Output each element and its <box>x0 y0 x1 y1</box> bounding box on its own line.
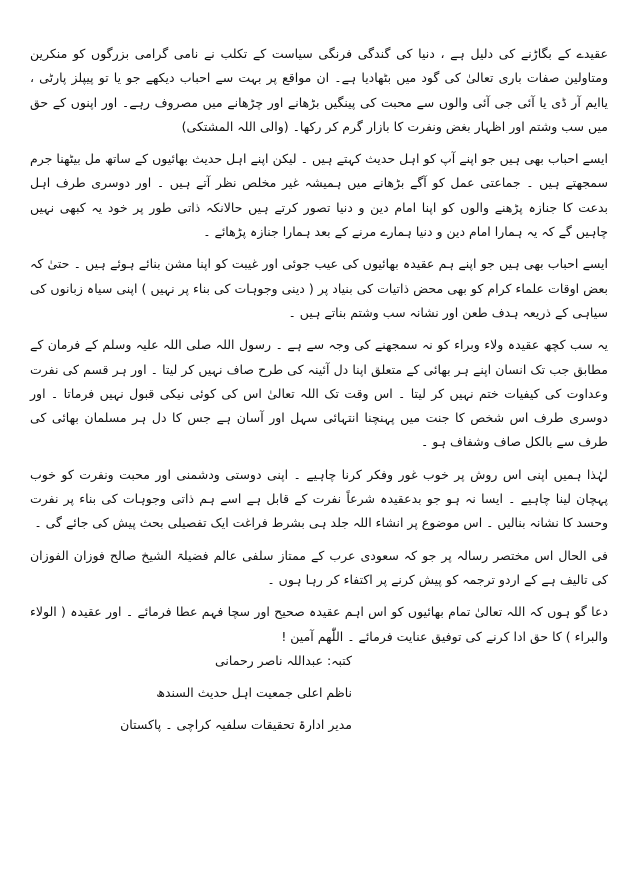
paragraph-2: ایسے احباب بھی ہیں جو اپنے آپ کو اہل حدیث کہتے ہیں ۔ لیکن اپنے اہل حدیث بھائیوں کے ساتھ مل بیٹھنا جرم سمجھتے ہیں ۔ جماعتی عمل کو آگے بڑھانے میں ہمیشہ غیر مخلص نظر آتے ہیں ۔ اور دوسری طرف اہل بدعت کا جنازہ پڑھنے والوں کو اپنا امام دین و دنیا تصور کرتے ہیں حالانکہ ذاتی طور پر خود یہ کبھی نہیں چاہیں گے کہ یہ ہمارا امام دین و دنیا ہمارے مرنے کے بعد ہمارا جنازہ پڑھائے ۔ <box>30 151 608 240</box>
signature-title-1: ناظم اعلی جمعیت اہل حدیث السندھ <box>156 685 352 700</box>
paragraph-6: فی الحال اس مختصر رسالہ پر جو کہ سعودی عرب کے ممتاز سلفی عالم فضیلۃ الشیخ صالح فوزان الفوزان کی تالیف ہے کے اردو ترجمہ کو پیش کرنے پر اکتفاء کر رہا ہوں ۔ <box>30 547 608 587</box>
paragraph-4: یہ سب کچھ عقیدہ ولاء وبراء کو نہ سمجھنے کی وجہ سے ہے ۔ رسول اللہ صلی اللہ علیہ وسلم کے فرمان کے مطابق جب تک انسان اپنے ہر بھائی کے متعلق اپنا دل آئینہ کی طرح صاف نہیں کر لیتا ۔ اور ہر قسم کی نفرت وعداوت کی کیفیات ختم نہیں کر لیتا ۔ اس وقت تک اللہ تعالیٰ اس کی کوئی نیکی قبول نہیں فرماتا ۔ اور دوسری طرف اس شخص کا جنت میں پہنچنا انتہائی سہل اور آسان ہے جس کا دل ہر مسلمان بھائی کی طرف سے بالکل صاف وشفاف ہو ۔ <box>30 337 608 450</box>
signature-title-2: مدیر ادارۃ تحقیقات سلفیہ کراچی ۔ پاکستان <box>120 717 352 732</box>
paragraph-3: ایسے احباب بھی ہیں جو اپنے ہم عقیدہ بھائیوں کی عیب جوئی اور غیبت کو اپنا مشن بنائے ہوئے ہیں ۔ حتیٰ کہ بعض اوقات علماء کرام کو بھی محض ذاتیات کی بنیاد پر ( دینی وجوہات کی بناء پر نہیں ) اپنی سیاہ زبانوں کی سیاہی کے ذریعہ ہدف طعن اور نشانہ سب وشتم بناتے ہیں ۔ <box>30 256 608 320</box>
paragraph-1: عقیدے کے بگاڑنے کی دلیل ہے ، دنیا کی گندگی فرنگی سیاست کے تکلب نے نامی گرامی بزرگوں کو منکرین ومتاولین صفات باری تعالیٰ کی گود میں بٹھادیا ہے۔ ان مواقع پر بہت سے احباب دیکھے جو یا تو پیپلز پارٹی ، یاایم آر ڈی یا آئی جی آئی والوں سے محبت کی پینگیں بڑھانے اور چڑھانے میں مصروف رہے۔ اور اپنوں کے حق میں سب وشتم اور اظہار بغض ونفرت کا بازار گرم کر رکھا۔ (والی اللہ المشتکی) <box>30 46 608 134</box>
paragraph-7: دعا گو ہوں کہ اللہ تعالیٰ تمام بھائیوں کو اس اہم عقیدہ صحیح اور سچا فہم عطا فرمائے ۔ اور عقیدہ ( الولاء والبراء ) کا حق ادا کرنے کی توفیق عنایت فرمائے ۔ اللّٰھم آمین ! <box>30 604 608 644</box>
paragraph-5: لہٰذا ہمیں اپنی اس روش پر خوب غور وفکر کرنا چاہیے ۔ اپنی دوستی ودشمنی اور محبت ونفرت کو خوب پہچان لینا چاہیے ۔ ایسا نہ ہو جو بدعقیدہ شرعاً نفرت کے قابل ہے اسے ہم ذاتی وجوہات کی بناء پر نفرت وحسد کا نشانہ بنالیں ۔ اس موضوع پر انشاء اللہ جلد ہی بشرط فراغت ایک تفصیلی بحث پیش کی جائے گی ۔ <box>30 466 608 531</box>
document-body <box>30 42 608 657</box>
signature-block <box>92 645 352 741</box>
signature-author: کتبہ: عبداللہ ناصر رحمانی <box>215 653 352 668</box>
